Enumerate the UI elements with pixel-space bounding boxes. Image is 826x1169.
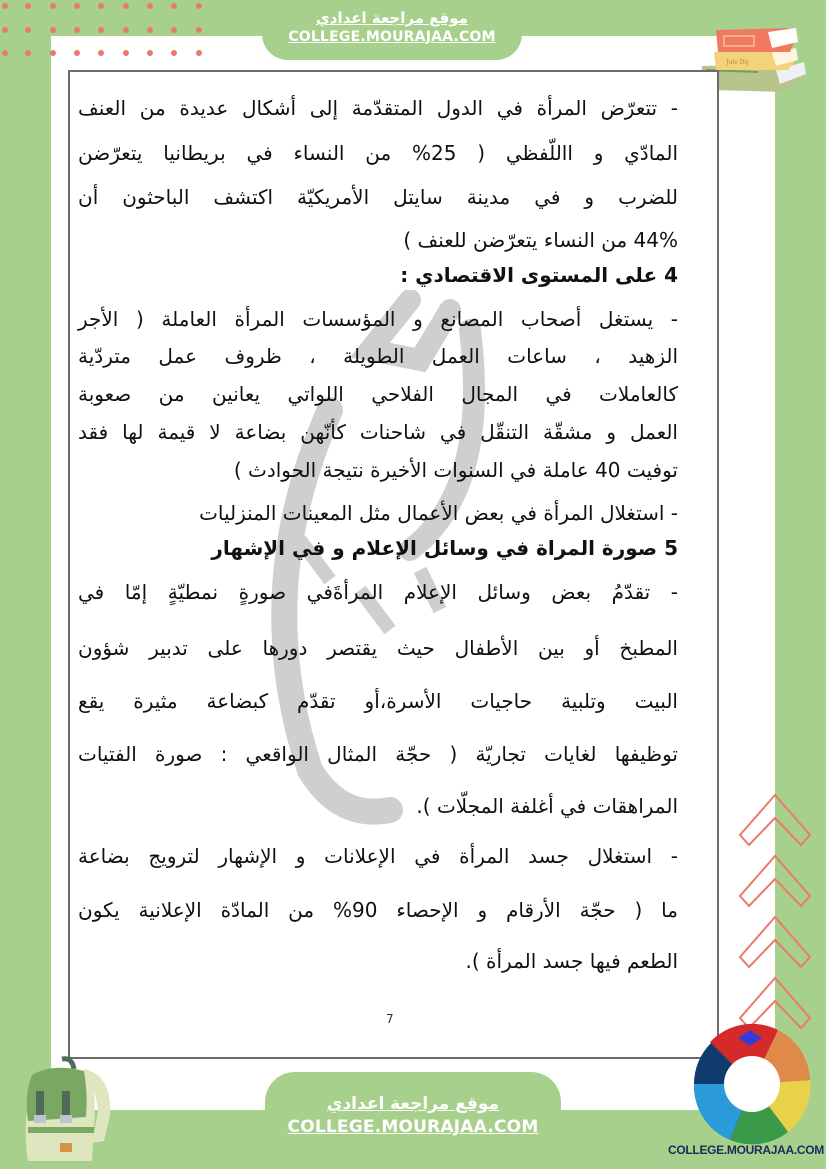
dot (147, 27, 153, 33)
frame-band-left (0, 0, 51, 1169)
dots-pattern (0, 0, 210, 56)
dot (74, 27, 80, 33)
header-site-banner[interactable] (262, 0, 522, 60)
dot (171, 3, 177, 9)
dot (123, 27, 129, 33)
document-line: - تتعرّض المرأة في الدول المتقدّمة إلى أشكال عديدة من العنف (78, 96, 678, 120)
dot (147, 3, 153, 9)
svg-text:Jule Dq: Jule Dq (726, 59, 749, 66)
dot (196, 50, 202, 56)
document-line: للضرب و في مدينة سايتل الأمريكيّة اكتشف الباحثون أن (78, 185, 678, 209)
document-line: - استغلال جسد المرأة في الإعلانات و الإشهار لترويج بضاعة (78, 844, 678, 868)
document-line: 4 على المستوى الاقتصادي : (400, 263, 678, 287)
dot (147, 50, 153, 56)
document-line: الزهيد ، ساعات العمل الطويلة ، ظروف عمل متردّية (78, 344, 678, 368)
backpack-icon (12, 1055, 112, 1165)
chevron-up-icon (735, 790, 825, 1040)
document-line: ما ( حجّة الأرقام و الإحصاء 90% من المادّة الإعلانية يكون (78, 898, 678, 922)
dot (25, 3, 31, 9)
education-wheel-logo-icon[interactable] (690, 1022, 815, 1147)
dot (98, 50, 104, 56)
dot (98, 3, 104, 9)
dot (74, 50, 80, 56)
document-line: كالعاملات في المجال الفلاحي اللواتي يعانين من صعوبة (78, 382, 678, 406)
dot (196, 27, 202, 33)
dot (123, 50, 129, 56)
document-line: البيت وتلبية حاجيات الأسرة،أو تقدّم كبضاعة مثيرة يقع (78, 689, 678, 713)
dot (74, 3, 80, 9)
document-line: - تقدّمُ بعض وسائل الإعلام المرأةَفي صورةٍ نمطيّةٍ إمّا في (78, 580, 678, 604)
dot (123, 3, 129, 9)
dot (171, 27, 177, 33)
document-line: المراهقات في أغلفة المجلّات ). (416, 794, 678, 818)
document-line: العمل و مشقّة التنقّل في شاحنات كأنّهن بضاعة لا قيمة لها فقد (78, 420, 678, 444)
dot (2, 27, 8, 33)
footer-site-name[interactable]: موقع مراجعة اعدادي (326, 1094, 500, 1114)
document-line: 44% من النساء يتعرّضن للعنف ) (403, 228, 678, 252)
dot (2, 3, 8, 9)
dot (196, 3, 202, 9)
footer-site-url[interactable]: COLLEGE.MOURAJAA.COM (287, 1117, 539, 1137)
logo-site-url[interactable]: COLLEGE.MOURAJAA.COM (667, 1143, 824, 1157)
dot (50, 27, 56, 33)
document-line: - يستغل أصحاب المصانع و المؤسسات المرأة العاملة ( الأجر (78, 307, 678, 331)
dot (2, 50, 8, 56)
document-line: المطبخ أو بين الأطفال حيث يقتصر دورها على تدبير شؤون (78, 636, 678, 660)
header-site-url[interactable]: COLLEGE.MOURAJAA.COM (288, 29, 496, 45)
document-line: توفيت 40 عاملة في السنوات الأخيرة نتيجة الحوادث ) (233, 458, 678, 482)
document-line: المادّي و االلّفظي ( 25% من النساء في بريطانيا يتعرّضن (78, 141, 679, 165)
dot (25, 50, 31, 56)
footer-site-banner[interactable] (265, 1072, 561, 1169)
document-line: الطعم فيها جسد المرأة ). (465, 949, 678, 973)
document-line: توظيفها لغايات تجاريّة ( حجّة المثال الواقعي : صورة الفتيات (78, 742, 678, 766)
dot (50, 50, 56, 56)
dot (50, 3, 56, 9)
dot (171, 50, 177, 56)
page-number: 7 (386, 1012, 394, 1026)
document-line: - استغلال المرأة في بعض الأعمال مثل المعينات المنزليات (199, 501, 678, 525)
document-line: 5 صورة المراة في وسائل الإعلام و في الإشهار (211, 536, 678, 560)
dot (98, 27, 104, 33)
dot (25, 27, 31, 33)
header-site-name[interactable]: موقع مراجعة اعدادي (316, 9, 468, 27)
